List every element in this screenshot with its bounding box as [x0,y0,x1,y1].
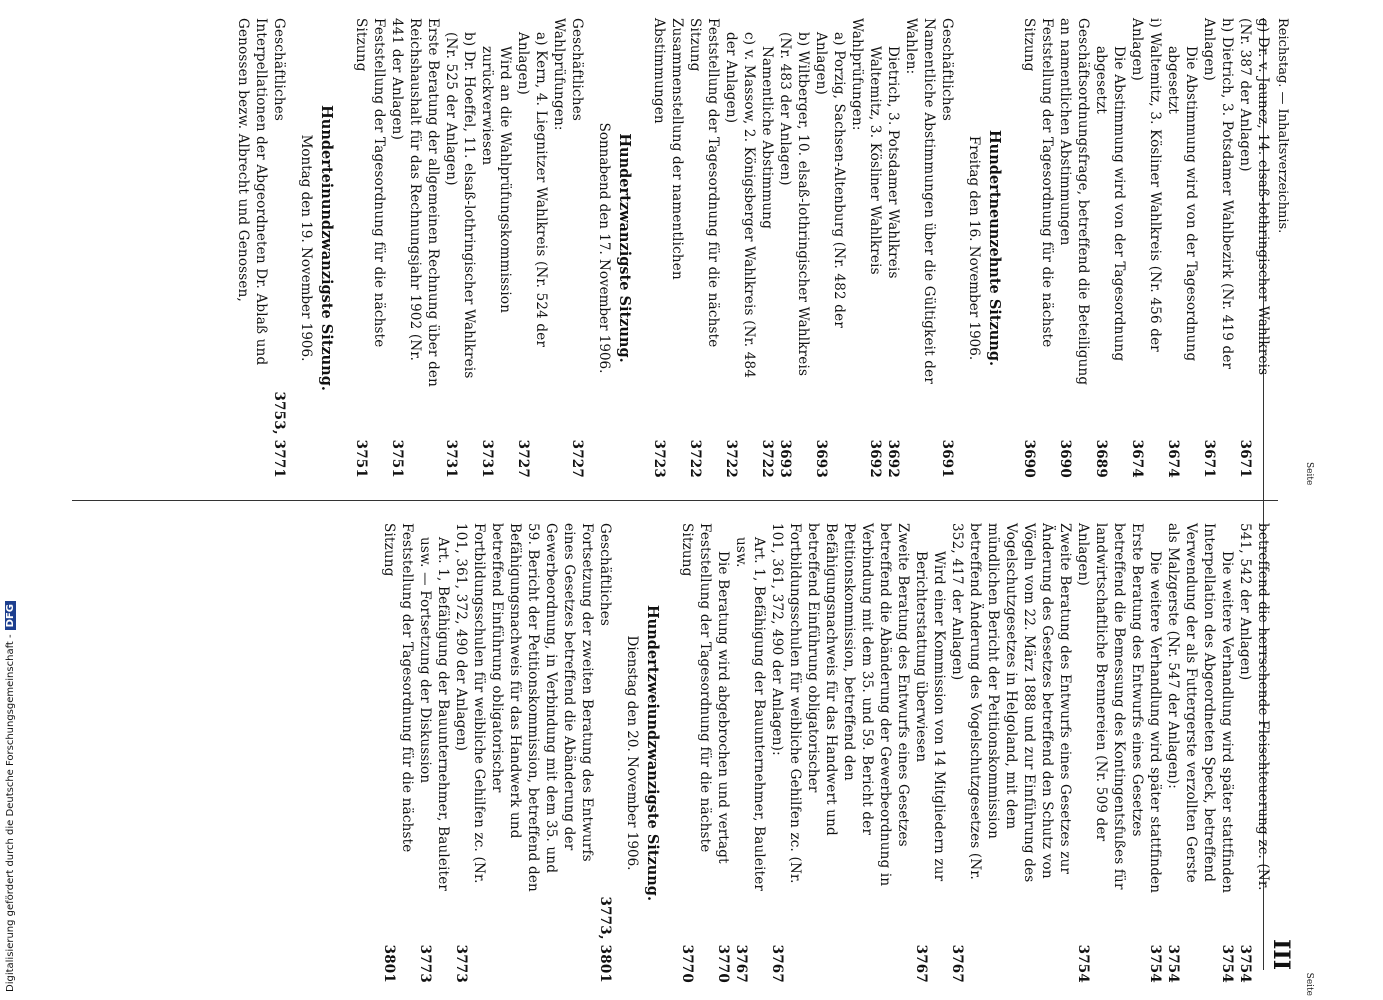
toc-entry-text: Wahlprüfungen: [551,18,567,131]
toc-entry-text: Namentliche Abstimmungen über die Gültigkeit der Wahlen: [903,18,937,384]
toc-entry-text: b) Dr. Hoeffel, 11. elsaß-lothringischer Wahlkreis (Nr. 525 der Anlagen) [443,32,477,379]
toc-entry-text: Art. 1, Befähigung der Bauunternehmer, Bauleiter usw. [733,537,767,892]
toc-entry-page: 3671 [1201,439,1217,478]
toc-entry [388,18,442,478]
session-date: Montag den 19. November 1906. [298,134,314,362]
toc-entry-page: 3754 [1147,944,1163,983]
session-date: Dienstag den 20. November 1906. [624,635,640,871]
toc-entry [902,18,938,478]
toc-entry [352,18,388,478]
left-column [62,18,1272,478]
toc-entry [568,18,586,478]
contents-columns [62,18,1272,983]
toc-entry [1092,18,1128,478]
toc-entry [514,18,550,478]
toc-entry-text: b) Wiltberger, 10. elsaß-lothringischer Wahlkreis (Nr. 483 der Anlagen) [777,32,811,377]
toc-entry [776,18,812,478]
toc-entry-page: 3773, 3801 [597,896,613,983]
scanned-page [44,0,1334,1000]
toc-entry-text: betreffend die herrschende Fleischteuerung zc. (Nr. 541, 542 der Anlagen) [1237,523,1271,891]
toc-entry-text: Wird einer Kommission von 14 Mitgliedern zur Berichterstattung überwiesen [913,551,947,882]
toc-entry-page: 3722 [723,439,739,478]
toc-entry [442,18,478,478]
session-heading: Hundertneunzehnte Sitzung. [986,129,1003,367]
toc-entry-text: Die Beratung wird abgebrochen und vertagt [715,551,731,864]
toc-entry-page: 3722 [759,439,775,478]
seite-label-left: Seite [1304,462,1314,486]
toc-entry [1164,523,1218,983]
toc-entry-text: Waltemitz, 3. Kösliner Wahlkreis [867,46,883,275]
toc-entry-text: Die Abstimmung wird von der Tagesordnung abgesetzt [1093,46,1127,362]
toc-entry [758,18,776,478]
toc-entry-text: Feststellung der Tagesordnung für die nächste Sitzung [687,18,721,348]
toc-entry [678,523,714,983]
toc-entry [1020,18,1056,478]
toc-entry-page: 3722 [687,439,703,478]
toc-entry-page: 3692 [867,439,883,478]
toc-entry-text: Die Abstimmung wird von der Tagesordnung abgesetzt [1165,46,1199,362]
toc-entry [1236,18,1272,478]
seite-label-right: Seite [1304,972,1314,996]
toc-entry-page: 3754 [1165,944,1181,983]
toc-entry-text: Erste Beratung der allgemeinen Rechnung über den Reichshaushalt für das Rechnungsjahr 1902 (Nr. 441 der Anlagen) [389,18,441,387]
toc-entry [1074,523,1146,983]
toc-entry-page: 3690 [1021,439,1037,478]
session-date: Freitag den 16. November 1906. [966,135,982,361]
toc-entry-text: Geschäftliches [597,523,613,627]
toc-entry-text: Geschäftsordnungsfrage, betreffend die Beteiligung an namentlichen Abstimmungen [1057,18,1091,386]
toc-entry [848,18,866,478]
toc-entry-text: Dietrich, 3. Potsdamer Wahlkreis [885,46,901,279]
toc-entry [452,523,596,983]
toc-entry-page: 3767 [733,944,749,983]
toc-entry-text: Zweite Beratung des Entwurfs eines Gesetzes betreffend die Abänderung der Gewerbeordnung in Verbindung mit dem 35. und 59. Bericht der Petitionskommission, betreffend den Befähigungsnachweis für das Handwert und betreffend Einführung obligatorischer Fortbildungsschulen für weibliche Gehilfen zc. (Nr. 101, 361, 372, 490 der Anlagen): [769,523,911,887]
right-column [62,523,1272,983]
toc-entry-text: Wahlprüfungen: [849,18,865,131]
toc-entry [1236,523,1272,983]
session-heading: Hundertzweiundzwanzigste Sitzung. [644,604,661,901]
toc-entry-text: Die weitere Verhandlung wird später stattfinden [1147,551,1163,894]
toc-entry-page: 3731 [443,439,459,478]
toc-entry-page: 3727 [569,439,585,478]
toc-entry-page: 3690 [1057,439,1073,478]
toc-entry-page: 3767 [913,944,929,983]
toc-entry-text: Interpellation des Abgeordneten Speck, betreffend Verwendung der als Futtergerste verzollten Gerste als Malzgerste (Nr. 547 der Anlagen): [1165,523,1217,883]
toc-entry-text: i) Waltemitz, 3. Kösliner Wahlkreis (Nr. 456 der Anlagen) [1129,18,1163,352]
toc-entry-page: 3674 [1165,439,1181,478]
toc-entry [866,18,884,478]
toc-entry [416,523,452,983]
toc-entry [732,523,768,983]
toc-entry-page: 3801 [381,944,397,983]
session-date: Sonnabend den 17. November 1906. [596,122,612,374]
toc-entry-page: 3693 [813,439,829,478]
toc-entry-text: Erste Beratung des Entwurfs eines Gesetzes betreffend die Bemessung des Kontingentsfußes für landwirtschaftliche Brennereien (Nr. 509 der Anlagen) [1075,523,1145,890]
toc-entry-text: h) Dietrich, 3. Potsdamer Wahlbezirk (Nr. 419 der Anlagen) [1201,18,1235,370]
toc-entry [722,18,758,478]
toc-entry-text: g) Dr. v. Jaunez, 14. elsaß-lothringischer Wahlkreis (Nr. 387 der Anlagen) [1237,18,1271,376]
toc-entry-page: 3689 [1093,439,1109,478]
dfg-logo: DFG [5,601,16,630]
toc-entry-page: 3754 [1075,944,1091,983]
toc-entry [938,18,956,478]
toc-entry-text: Feststellung der Tagesordnung für die nächste Sitzung [381,523,415,853]
session-heading: Hundertzwanzigste Sitzung. [616,133,633,363]
toc-entry-text: c) v. Massow, 2. Königsberger Wahlkreis (Nr. 484 der Anlagen) [723,32,757,379]
toc-entry-page: 3773 [417,944,433,983]
column-divider [72,500,1278,501]
toc-entry-text: Wird an die Wahlprüfungskommission zurückverwiesen [479,46,513,314]
toc-entry-page: 3773 [453,944,469,983]
toc-entry [714,523,732,983]
toc-entry-text: a) Porzig, Sachsen-Altenburg (Nr. 482 der Anlagen) [813,32,847,328]
toc-entry-text: Feststellung der Tagesordnung für die nächste Sitzung [679,523,713,853]
toc-entry-text: Geschäftliches [271,18,287,122]
toc-entry [650,18,686,478]
toc-entry-page: 3751 [389,439,405,478]
toc-entry-text: Die weitere Verhandlung wird später stattfinden [1219,551,1235,894]
toc-entry-text: Art. 1, Befähigung der Bauunternehmer, Bauleiter usw. — Fortsetzung der Diskussion [417,537,451,892]
toc-entry [234,18,270,478]
toc-entry [686,18,722,478]
toc-entry-page: 3753, 3771 [271,391,287,478]
toc-entry [1164,18,1200,478]
toc-entry-text: Feststellung der Tagesordnung für die nächste Sitzung [353,18,387,348]
toc-entry-page: 3767 [769,944,785,983]
toc-entry-page: 3731 [479,439,495,478]
toc-entry [884,18,902,478]
toc-entry-page: 3727 [515,439,531,478]
toc-entry-text: Namentliche Abstimmung [759,46,775,230]
toc-entry-page: 3671 [1237,439,1253,478]
toc-entry [1200,18,1236,478]
toc-entry [380,523,416,983]
toc-entry-text: Geschäftliches [569,18,585,122]
toc-entry-text: Fortsetzung der zweiten Beratung des Entwurfs eines Gesetzes betreffend die Abänderung der Gewerbeordnung, in Verbindung mit dem 35. und 59. Bericht der Petitionskommission, betreffend den Befähigungsnachweis für das Handwerk und betreffend Einführung obligatorischer Fortbildungsschulen für weibliche Gehilfen zc. (Nr. 101, 361, 372, 490 der Anlagen) [453,523,595,892]
toc-entry [1218,523,1236,983]
toc-entry-page: 3754 [1219,944,1235,983]
toc-entry [1056,18,1092,478]
toc-entry-page: 3693 [777,439,793,478]
toc-entry-text: Zusammenstellung der namentlichen Abstimmungen [651,18,685,280]
toc-entry-text: a) Kern, 4. Liegnitzer Wahlkreis (Nr. 524 der Anlagen) [515,32,549,348]
page-header-section: Reichstag. — Inhaltsverzeichnis. [1275,18,1290,234]
toc-entry-page: 3770 [679,944,695,983]
toc-entry [768,523,912,983]
credit-text: Digitalisierung gefördert durch die Deutsche Forschungsgemeinschaft - [5,634,16,992]
toc-entry-page: 3754 [1237,944,1253,983]
toc-entry-page: 3691 [939,439,955,478]
toc-entry [812,18,848,478]
toc-entry [1128,18,1164,478]
toc-entry-text: Interpellationen der Abgeordneten Dr. Ablaß und Genossen bezw. Albrecht und Genossen, [235,18,269,366]
toc-entry [550,18,568,478]
toc-entry [912,523,948,983]
toc-entry-text: Geschäftliches [939,18,955,122]
toc-entry-text: Feststellung der Tagesordnung für die nächste Sitzung [1021,18,1055,348]
toc-entry-text: Zweite Beratung des Entwurfs eines Gesetzes zur Änderung des Gesetzes betreffend den Schutz von Vögeln vom 22. März 1888 und zur Einführung des Vogelschutzgesetzes in Helgoland, mit dem mündlichen Bericht der Petitionskommission betreffend Änderung des Vogelschutzgesetzes (Nr. 352, 417 der Anlagen) [949,523,1073,883]
toc-entry [1146,523,1164,983]
toc-entry-page: 3770 [715,944,731,983]
session-heading: Hunderteinundzwanzigste Sitzung. [318,105,335,391]
toc-entry [270,18,288,478]
toc-entry-page: 3674 [1129,439,1145,478]
digitization-credit [5,601,16,992]
toc-entry-page: 3767 [949,944,965,983]
toc-entry-page: 3692 [885,439,901,478]
toc-entry [478,18,514,478]
toc-entry [596,523,614,983]
toc-entry-page: 3723 [651,439,667,478]
toc-entry-page: 3751 [353,439,369,478]
page-number: III [1268,939,1294,970]
toc-entry [948,523,1074,983]
